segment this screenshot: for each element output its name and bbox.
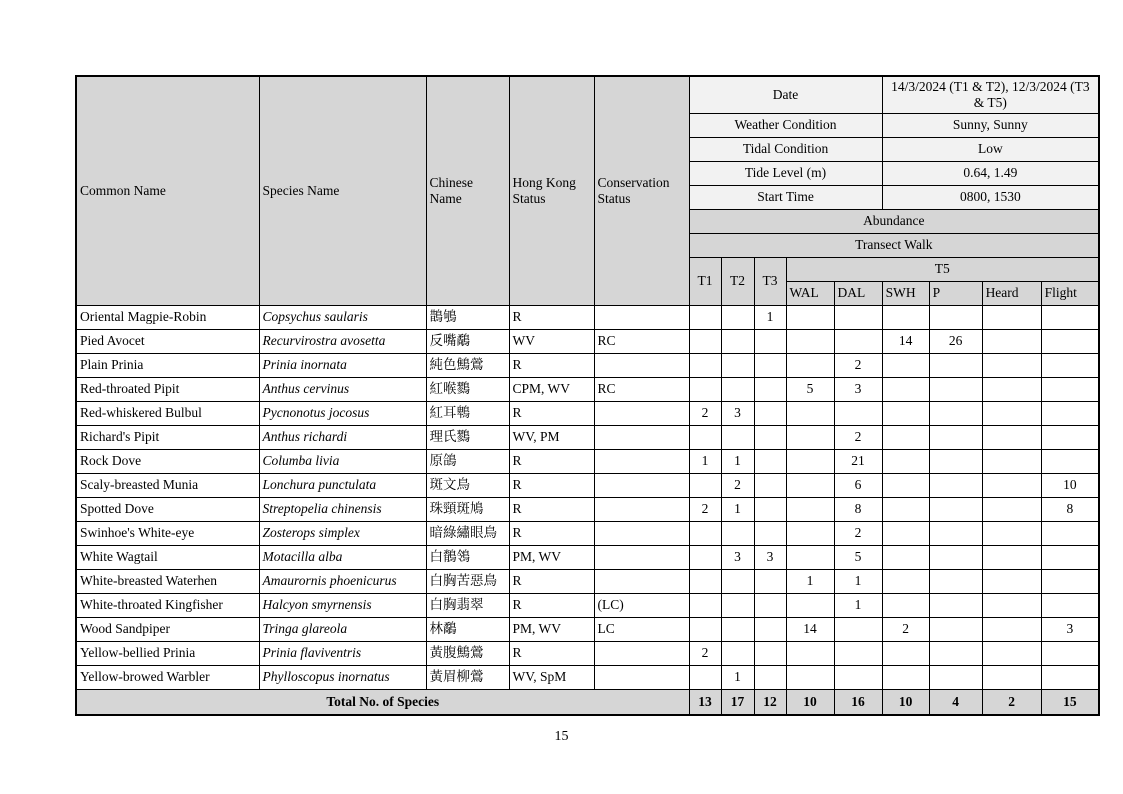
hk-status-cell: R [509, 569, 594, 593]
count-cell [689, 353, 721, 377]
species-name-cell: Prinia inornata [259, 353, 426, 377]
count-cell [786, 665, 834, 689]
count-cell [882, 473, 929, 497]
species-row [76, 353, 1099, 377]
count-cell [786, 641, 834, 665]
species-name-cell: Tringa glareola [259, 617, 426, 641]
count-cell: 1 [786, 569, 834, 593]
common-name-cell: Rock Dove [76, 449, 259, 473]
count-cell [929, 665, 982, 689]
chinese-name-cell: 白胸翡翠 [426, 593, 509, 617]
count-cell [754, 569, 786, 593]
count-cell [929, 377, 982, 401]
count-cell [721, 569, 754, 593]
count-cell [1041, 353, 1099, 377]
count-cell [982, 473, 1041, 497]
hk-status-cell: R [509, 497, 594, 521]
info-value-weather: Sunny, Sunny [882, 113, 1099, 137]
col-header-species-name: Species Name [259, 76, 426, 305]
abundance-header: Abundance [689, 209, 1099, 233]
count-cell: 14 [786, 617, 834, 641]
count-cell [982, 329, 1041, 353]
count-cell [982, 593, 1041, 617]
count-cell: 6 [834, 473, 882, 497]
total-heard: 2 [982, 689, 1041, 715]
count-cell [929, 401, 982, 425]
info-label-date: Date [689, 76, 882, 113]
total-t3: 12 [754, 689, 786, 715]
info-value-start-time: 0800, 1530 [882, 185, 1099, 209]
hk-status-cell: R [509, 641, 594, 665]
count-cell [754, 497, 786, 521]
count-cell [882, 593, 929, 617]
hk-status-cell: R [509, 473, 594, 497]
count-cell: 2 [689, 497, 721, 521]
count-cell [754, 401, 786, 425]
conservation-status-cell [594, 353, 689, 377]
count-cell [882, 449, 929, 473]
conservation-status-cell: RC [594, 329, 689, 353]
col-header-common-name: Common Name [76, 76, 259, 305]
count-cell [689, 377, 721, 401]
count-cell [721, 617, 754, 641]
count-cell: 8 [1041, 497, 1099, 521]
species-name-cell: Zosterops simplex [259, 521, 426, 545]
chinese-name-cell: 斑文鳥 [426, 473, 509, 497]
conservation-status-cell [594, 545, 689, 569]
conservation-status-cell [594, 497, 689, 521]
count-cell [1041, 329, 1099, 353]
conservation-status-cell [594, 425, 689, 449]
count-cell [689, 425, 721, 449]
hk-status-cell: R [509, 449, 594, 473]
hk-status-cell: R [509, 401, 594, 425]
col-header-flight: Flight [1041, 281, 1099, 305]
count-cell [1041, 521, 1099, 545]
count-cell [754, 593, 786, 617]
species-row [76, 473, 1099, 497]
count-cell [982, 521, 1041, 545]
count-cell [786, 401, 834, 425]
count-cell [929, 473, 982, 497]
count-cell [929, 569, 982, 593]
conservation-status-cell [594, 401, 689, 425]
count-cell [929, 617, 982, 641]
count-cell [882, 353, 929, 377]
count-cell [689, 569, 721, 593]
species-name-cell: Phylloscopus inornatus [259, 665, 426, 689]
count-cell [982, 305, 1041, 329]
count-cell: 1 [721, 665, 754, 689]
common-name-cell: Pied Avocet [76, 329, 259, 353]
count-cell: 2 [882, 617, 929, 641]
conservation-status-cell [594, 449, 689, 473]
conservation-status-cell: (LC) [594, 593, 689, 617]
count-cell [689, 545, 721, 569]
count-cell [754, 377, 786, 401]
col-header-heard: Heard [982, 281, 1041, 305]
count-cell: 26 [929, 329, 982, 353]
info-label-start-time: Start Time [689, 185, 882, 209]
species-row [76, 449, 1099, 473]
count-cell [882, 545, 929, 569]
species-name-cell: Halcyon smyrnensis [259, 593, 426, 617]
conservation-status-cell: LC [594, 617, 689, 641]
count-cell: 1 [721, 497, 754, 521]
total-t2: 17 [721, 689, 754, 715]
count-cell [982, 569, 1041, 593]
count-cell [834, 617, 882, 641]
chinese-name-cell: 黃腹鷦鶯 [426, 641, 509, 665]
count-cell [754, 617, 786, 641]
species-row [76, 329, 1099, 353]
count-cell [689, 329, 721, 353]
total-swh: 10 [882, 689, 929, 715]
count-cell [689, 305, 721, 329]
col-header-p: P [929, 281, 982, 305]
species-row [76, 593, 1099, 617]
count-cell [982, 497, 1041, 521]
count-cell [786, 521, 834, 545]
count-cell [689, 617, 721, 641]
total-row [76, 689, 1099, 715]
species-row [76, 641, 1099, 665]
species-name-cell: Recurvirostra avosetta [259, 329, 426, 353]
count-cell [1041, 401, 1099, 425]
count-cell [754, 665, 786, 689]
count-cell: 1 [689, 449, 721, 473]
species-row [76, 569, 1099, 593]
count-cell: 1 [721, 449, 754, 473]
count-cell [982, 665, 1041, 689]
species-name-cell: Copsychus saularis [259, 305, 426, 329]
transect-walk-header: Transect Walk [689, 233, 1099, 257]
species-row [76, 401, 1099, 425]
common-name-cell: Spotted Dove [76, 497, 259, 521]
total-p: 4 [929, 689, 982, 715]
count-cell [929, 425, 982, 449]
count-cell: 3 [834, 377, 882, 401]
count-cell: 10 [1041, 473, 1099, 497]
count-cell [689, 473, 721, 497]
count-cell [982, 617, 1041, 641]
count-cell: 3 [721, 545, 754, 569]
count-cell [1041, 593, 1099, 617]
count-cell [929, 641, 982, 665]
species-row [76, 305, 1099, 329]
total-t1: 13 [689, 689, 721, 715]
species-name-cell: Pycnonotus jocosus [259, 401, 426, 425]
common-name-cell: Scaly-breasted Munia [76, 473, 259, 497]
conservation-status-cell: RC [594, 377, 689, 401]
count-cell [689, 665, 721, 689]
col-header-chinese-name: Chinese Name [426, 76, 509, 305]
count-cell: 1 [834, 569, 882, 593]
count-cell [882, 569, 929, 593]
count-cell [982, 401, 1041, 425]
count-cell [721, 521, 754, 545]
common-name-cell: Plain Prinia [76, 353, 259, 377]
common-name-cell: White Wagtail [76, 545, 259, 569]
count-cell [721, 305, 754, 329]
species-name-cell: Lonchura punctulata [259, 473, 426, 497]
count-cell: 14 [882, 329, 929, 353]
species-name-cell: Streptopelia chinensis [259, 497, 426, 521]
chinese-name-cell: 紅耳鵯 [426, 401, 509, 425]
count-cell [929, 449, 982, 473]
col-header-conservation-status: Conservation Status [594, 76, 689, 305]
count-cell [982, 425, 1041, 449]
count-cell: 2 [689, 401, 721, 425]
hk-status-cell: R [509, 353, 594, 377]
conservation-status-cell [594, 665, 689, 689]
species-row [76, 425, 1099, 449]
hk-status-cell: R [509, 593, 594, 617]
chinese-name-cell: 紅喉鷚 [426, 377, 509, 401]
species-row [76, 521, 1099, 545]
col-header-swh: SWH [882, 281, 929, 305]
total-flight: 15 [1041, 689, 1099, 715]
conservation-status-cell [594, 521, 689, 545]
count-cell [721, 377, 754, 401]
count-cell [689, 593, 721, 617]
count-cell [929, 305, 982, 329]
info-label-tide-level: Tide Level (m) [689, 161, 882, 185]
count-cell [754, 641, 786, 665]
col-header-wal: WAL [786, 281, 834, 305]
chinese-name-cell: 鵲鴝 [426, 305, 509, 329]
count-cell: 5 [786, 377, 834, 401]
hk-status-cell: R [509, 305, 594, 329]
conservation-status-cell [594, 473, 689, 497]
count-cell [721, 329, 754, 353]
count-cell [786, 449, 834, 473]
count-cell: 3 [754, 545, 786, 569]
species-row [76, 377, 1099, 401]
count-cell: 1 [834, 593, 882, 617]
hk-status-cell: WV, PM [509, 425, 594, 449]
page-number: 15 [554, 729, 569, 744]
count-cell: 1 [754, 305, 786, 329]
count-cell: 2 [834, 521, 882, 545]
count-cell [929, 521, 982, 545]
count-cell [754, 329, 786, 353]
count-cell: 5 [834, 545, 882, 569]
hk-status-cell: R [509, 521, 594, 545]
count-cell [882, 305, 929, 329]
info-value-tidal: Low [882, 137, 1099, 161]
count-cell [982, 449, 1041, 473]
count-cell [834, 305, 882, 329]
count-cell [786, 305, 834, 329]
chinese-name-cell: 白鶺鴒 [426, 545, 509, 569]
common-name-cell: Yellow-bellied Prinia [76, 641, 259, 665]
count-cell: 2 [834, 425, 882, 449]
count-cell [882, 401, 929, 425]
count-cell [882, 641, 929, 665]
species-name-cell: Anthus richardi [259, 425, 426, 449]
count-cell [786, 353, 834, 377]
chinese-name-cell: 理氏鷚 [426, 425, 509, 449]
chinese-name-cell: 珠頸斑鳩 [426, 497, 509, 521]
count-cell [786, 329, 834, 353]
common-name-cell: White-breasted Waterhen [76, 569, 259, 593]
count-cell: 8 [834, 497, 882, 521]
count-cell [721, 425, 754, 449]
count-cell [754, 449, 786, 473]
count-cell [834, 401, 882, 425]
count-cell [982, 353, 1041, 377]
species-row [76, 665, 1099, 689]
count-cell [1041, 449, 1099, 473]
count-cell [689, 521, 721, 545]
chinese-name-cell: 暗綠繡眼鳥 [426, 521, 509, 545]
count-cell [1041, 425, 1099, 449]
species-name-cell: Motacilla alba [259, 545, 426, 569]
hk-status-cell: CPM, WV [509, 377, 594, 401]
count-cell [929, 353, 982, 377]
species-name-cell: Columba livia [259, 449, 426, 473]
count-cell [1041, 305, 1099, 329]
header-row-date [76, 76, 1099, 113]
count-cell [882, 665, 929, 689]
chinese-name-cell: 純色鷦鶯 [426, 353, 509, 377]
count-cell: 2 [721, 473, 754, 497]
col-header-t5: T5 [786, 257, 1099, 281]
species-name-cell: Prinia flaviventris [259, 641, 426, 665]
chinese-name-cell: 黃眉柳鶯 [426, 665, 509, 689]
hk-status-cell: WV, SpM [509, 665, 594, 689]
chinese-name-cell: 原鴿 [426, 449, 509, 473]
conservation-status-cell [594, 305, 689, 329]
count-cell [754, 473, 786, 497]
common-name-cell: Yellow-browed Warbler [76, 665, 259, 689]
total-wal: 10 [786, 689, 834, 715]
count-cell [929, 593, 982, 617]
count-cell: 3 [721, 401, 754, 425]
count-cell [786, 425, 834, 449]
count-cell [834, 329, 882, 353]
count-cell [721, 593, 754, 617]
conservation-status-cell [594, 641, 689, 665]
count-cell [1041, 641, 1099, 665]
count-cell [754, 425, 786, 449]
common-name-cell: Swinhoe's White-eye [76, 521, 259, 545]
count-cell [721, 641, 754, 665]
hk-status-cell: PM, WV [509, 617, 594, 641]
chinese-name-cell: 白胸苦惡鳥 [426, 569, 509, 593]
species-row [76, 617, 1099, 641]
common-name-cell: Red-throated Pipit [76, 377, 259, 401]
total-label: Total No. of Species [76, 689, 689, 715]
count-cell [834, 641, 882, 665]
count-cell: 2 [689, 641, 721, 665]
count-cell [982, 377, 1041, 401]
chinese-name-cell: 反嘴鷸 [426, 329, 509, 353]
count-cell [929, 497, 982, 521]
count-cell [1041, 545, 1099, 569]
count-cell: 2 [834, 353, 882, 377]
col-header-t1: T1 [689, 257, 721, 305]
count-cell [786, 497, 834, 521]
chinese-name-cell: 林鷸 [426, 617, 509, 641]
species-name-cell: Anthus cervinus [259, 377, 426, 401]
info-value-date: 14/3/2024 (T1 & T2), 12/3/2024 (T3 & T5) [882, 76, 1099, 113]
common-name-cell: Wood Sandpiper [76, 617, 259, 641]
count-cell [982, 545, 1041, 569]
species-name-cell: Amaurornis phoenicurus [259, 569, 426, 593]
hk-status-cell: WV [509, 329, 594, 353]
count-cell [882, 377, 929, 401]
common-name-cell: White-throated Kingfisher [76, 593, 259, 617]
count-cell [1041, 569, 1099, 593]
species-row [76, 545, 1099, 569]
count-cell [882, 497, 929, 521]
col-header-t2: T2 [721, 257, 754, 305]
info-label-weather: Weather Condition [689, 113, 882, 137]
count-cell [1041, 665, 1099, 689]
common-name-cell: Oriental Magpie-Robin [76, 305, 259, 329]
count-cell [882, 425, 929, 449]
bird-survey-table [75, 75, 1100, 716]
count-cell [786, 593, 834, 617]
col-header-hong-kong-status: Hong Kong Status [509, 76, 594, 305]
info-value-tide-level: 0.64, 1.49 [882, 161, 1099, 185]
col-header-t3: T3 [754, 257, 786, 305]
count-cell: 21 [834, 449, 882, 473]
count-cell [834, 665, 882, 689]
species-row [76, 497, 1099, 521]
common-name-cell: Red-whiskered Bulbul [76, 401, 259, 425]
count-cell: 3 [1041, 617, 1099, 641]
hk-status-cell: PM, WV [509, 545, 594, 569]
total-dal: 16 [834, 689, 882, 715]
count-cell [982, 641, 1041, 665]
count-cell [721, 353, 754, 377]
info-label-tidal: Tidal Condition [689, 137, 882, 161]
count-cell [754, 353, 786, 377]
col-header-dal: DAL [834, 281, 882, 305]
count-cell [929, 545, 982, 569]
conservation-status-cell [594, 569, 689, 593]
count-cell [1041, 377, 1099, 401]
common-name-cell: Richard's Pipit [76, 425, 259, 449]
count-cell [754, 521, 786, 545]
count-cell [786, 473, 834, 497]
count-cell [786, 545, 834, 569]
count-cell [882, 521, 929, 545]
